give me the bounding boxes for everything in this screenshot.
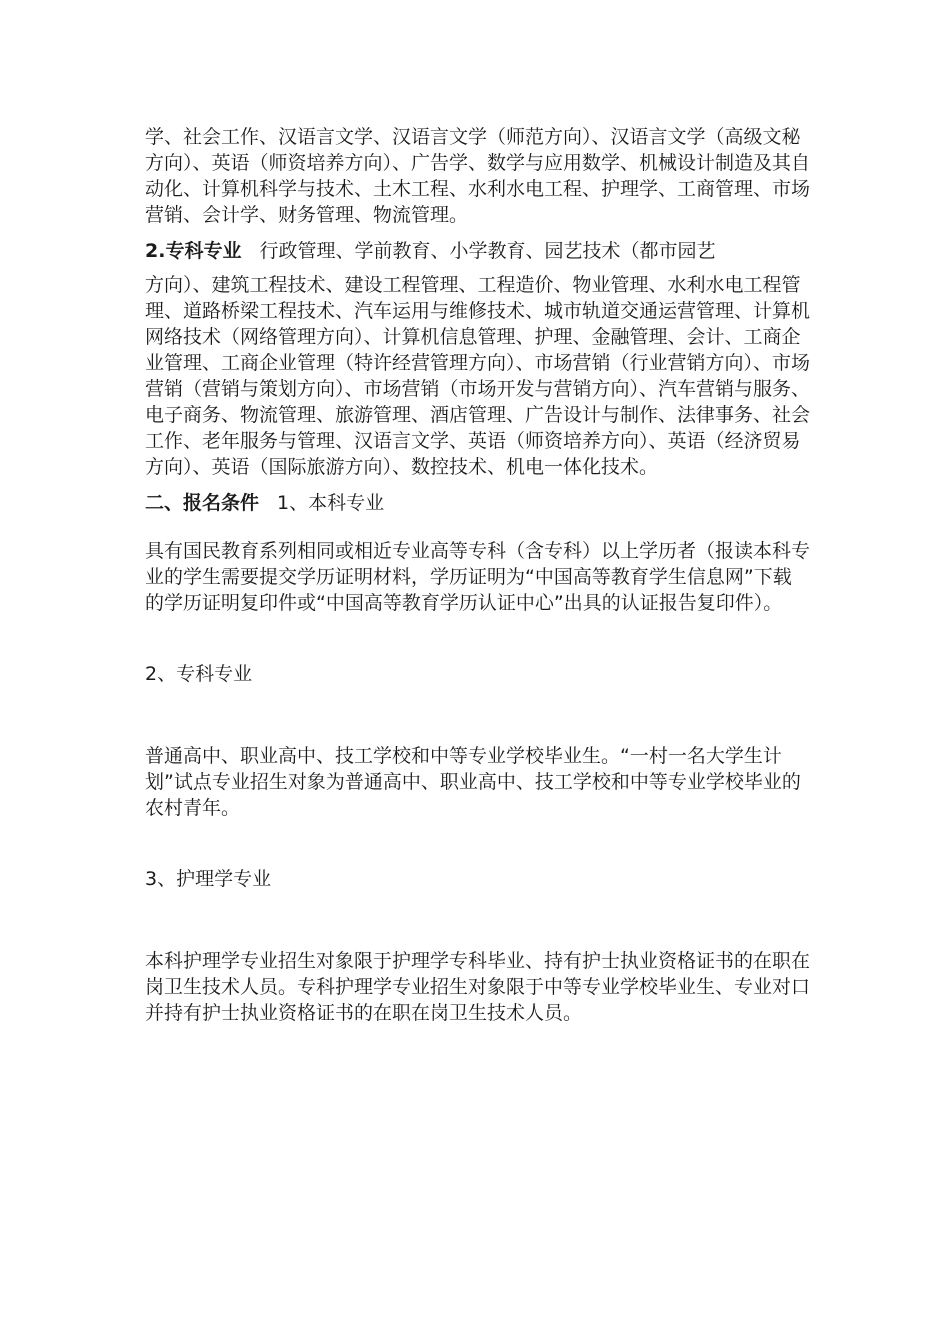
nursing-requirements-heading: 3、护理学专业 [145, 868, 272, 890]
requirements-heading: 二、报名条件 [145, 492, 260, 514]
bachelor-majors-continuation: 学、社会工作、汉语言文学、汉语言文学（师范方向）、汉语言文学（高级文秘方向）、英语（师资培养方向）、广告学、数学与应用数学、机械设计制造及其自动化、计算机科学与技术、土木工程、水利水电工程、护理学、工商管理、市场营销、会计学、财务管理、物流管理。 [145, 126, 811, 226]
document-page [145, 124, 810, 1026]
associate-majors-heading: 2.专科专业 [145, 240, 242, 262]
requirements-heading-line [145, 490, 810, 516]
nursing-requirements-body: 本科护理学专业招生对象限于护理学专科毕业、持有护士执业资格证书的在职在岗卫生技术人员。专科护理学专业招生对象限于中等专业学校毕业生、专业对口并持有护士执业资格证书的在职在岗卫生技术人员。 [145, 950, 811, 1024]
bachelor-requirements-subheading: 1、本科专业 [277, 492, 385, 514]
associate-majors-body: 方向）、建筑工程技术、建设工程管理、工程造价、物业管理、水利水电工程管理、道路桥梁工程技术、汽车运用与维修技术、城市轨道交通运营管理、计算机网络技术（网络管理方向）、计算机信息管理、护理、金融管理、会计、工商企业管理、工商企业管理（特许经营管理方向）、市场营销（行业营销方向）、市场营销（营销与策划方向）、市场营销（市场开发与营销方向）、汽车营销与服务、电子商务、物流管理、旅游管理、酒店管理、广告设计与制作、法律事务、社会工作、老年服务与管理、汉语言文学、英语（师资培养方向）、英语（经济贸易方向）、英语（国际旅游方向）、数控技术、机电一体化技术。 [145, 274, 811, 478]
associate-majors-heading-line [145, 238, 810, 264]
associate-requirements-body: 普通高中、职业高中、技工学校和中等专业学校毕业生。“一村一名大学生计划”试点专业招生对象为普通高中、职业高中、技工学校和中等专业学校毕业的农村青年。 [145, 745, 801, 819]
associate-majors-first-line: 行政管理、学前教育、小学教育、园艺技术（都市园艺 [259, 240, 716, 262]
bachelor-requirements-body: 具有国民教育系列相同或相近专业高等专科（含专科）以上学历者（报读本科专业的学生需要提交学历证明材料，学历证明为“中国高等教育学生信息网”下载的学历证明复印件或“中国高等教育学历认证中心”出具的认证报告复印件）。 [145, 540, 811, 614]
associate-requirements-heading: 2、专科专业 [145, 663, 253, 685]
